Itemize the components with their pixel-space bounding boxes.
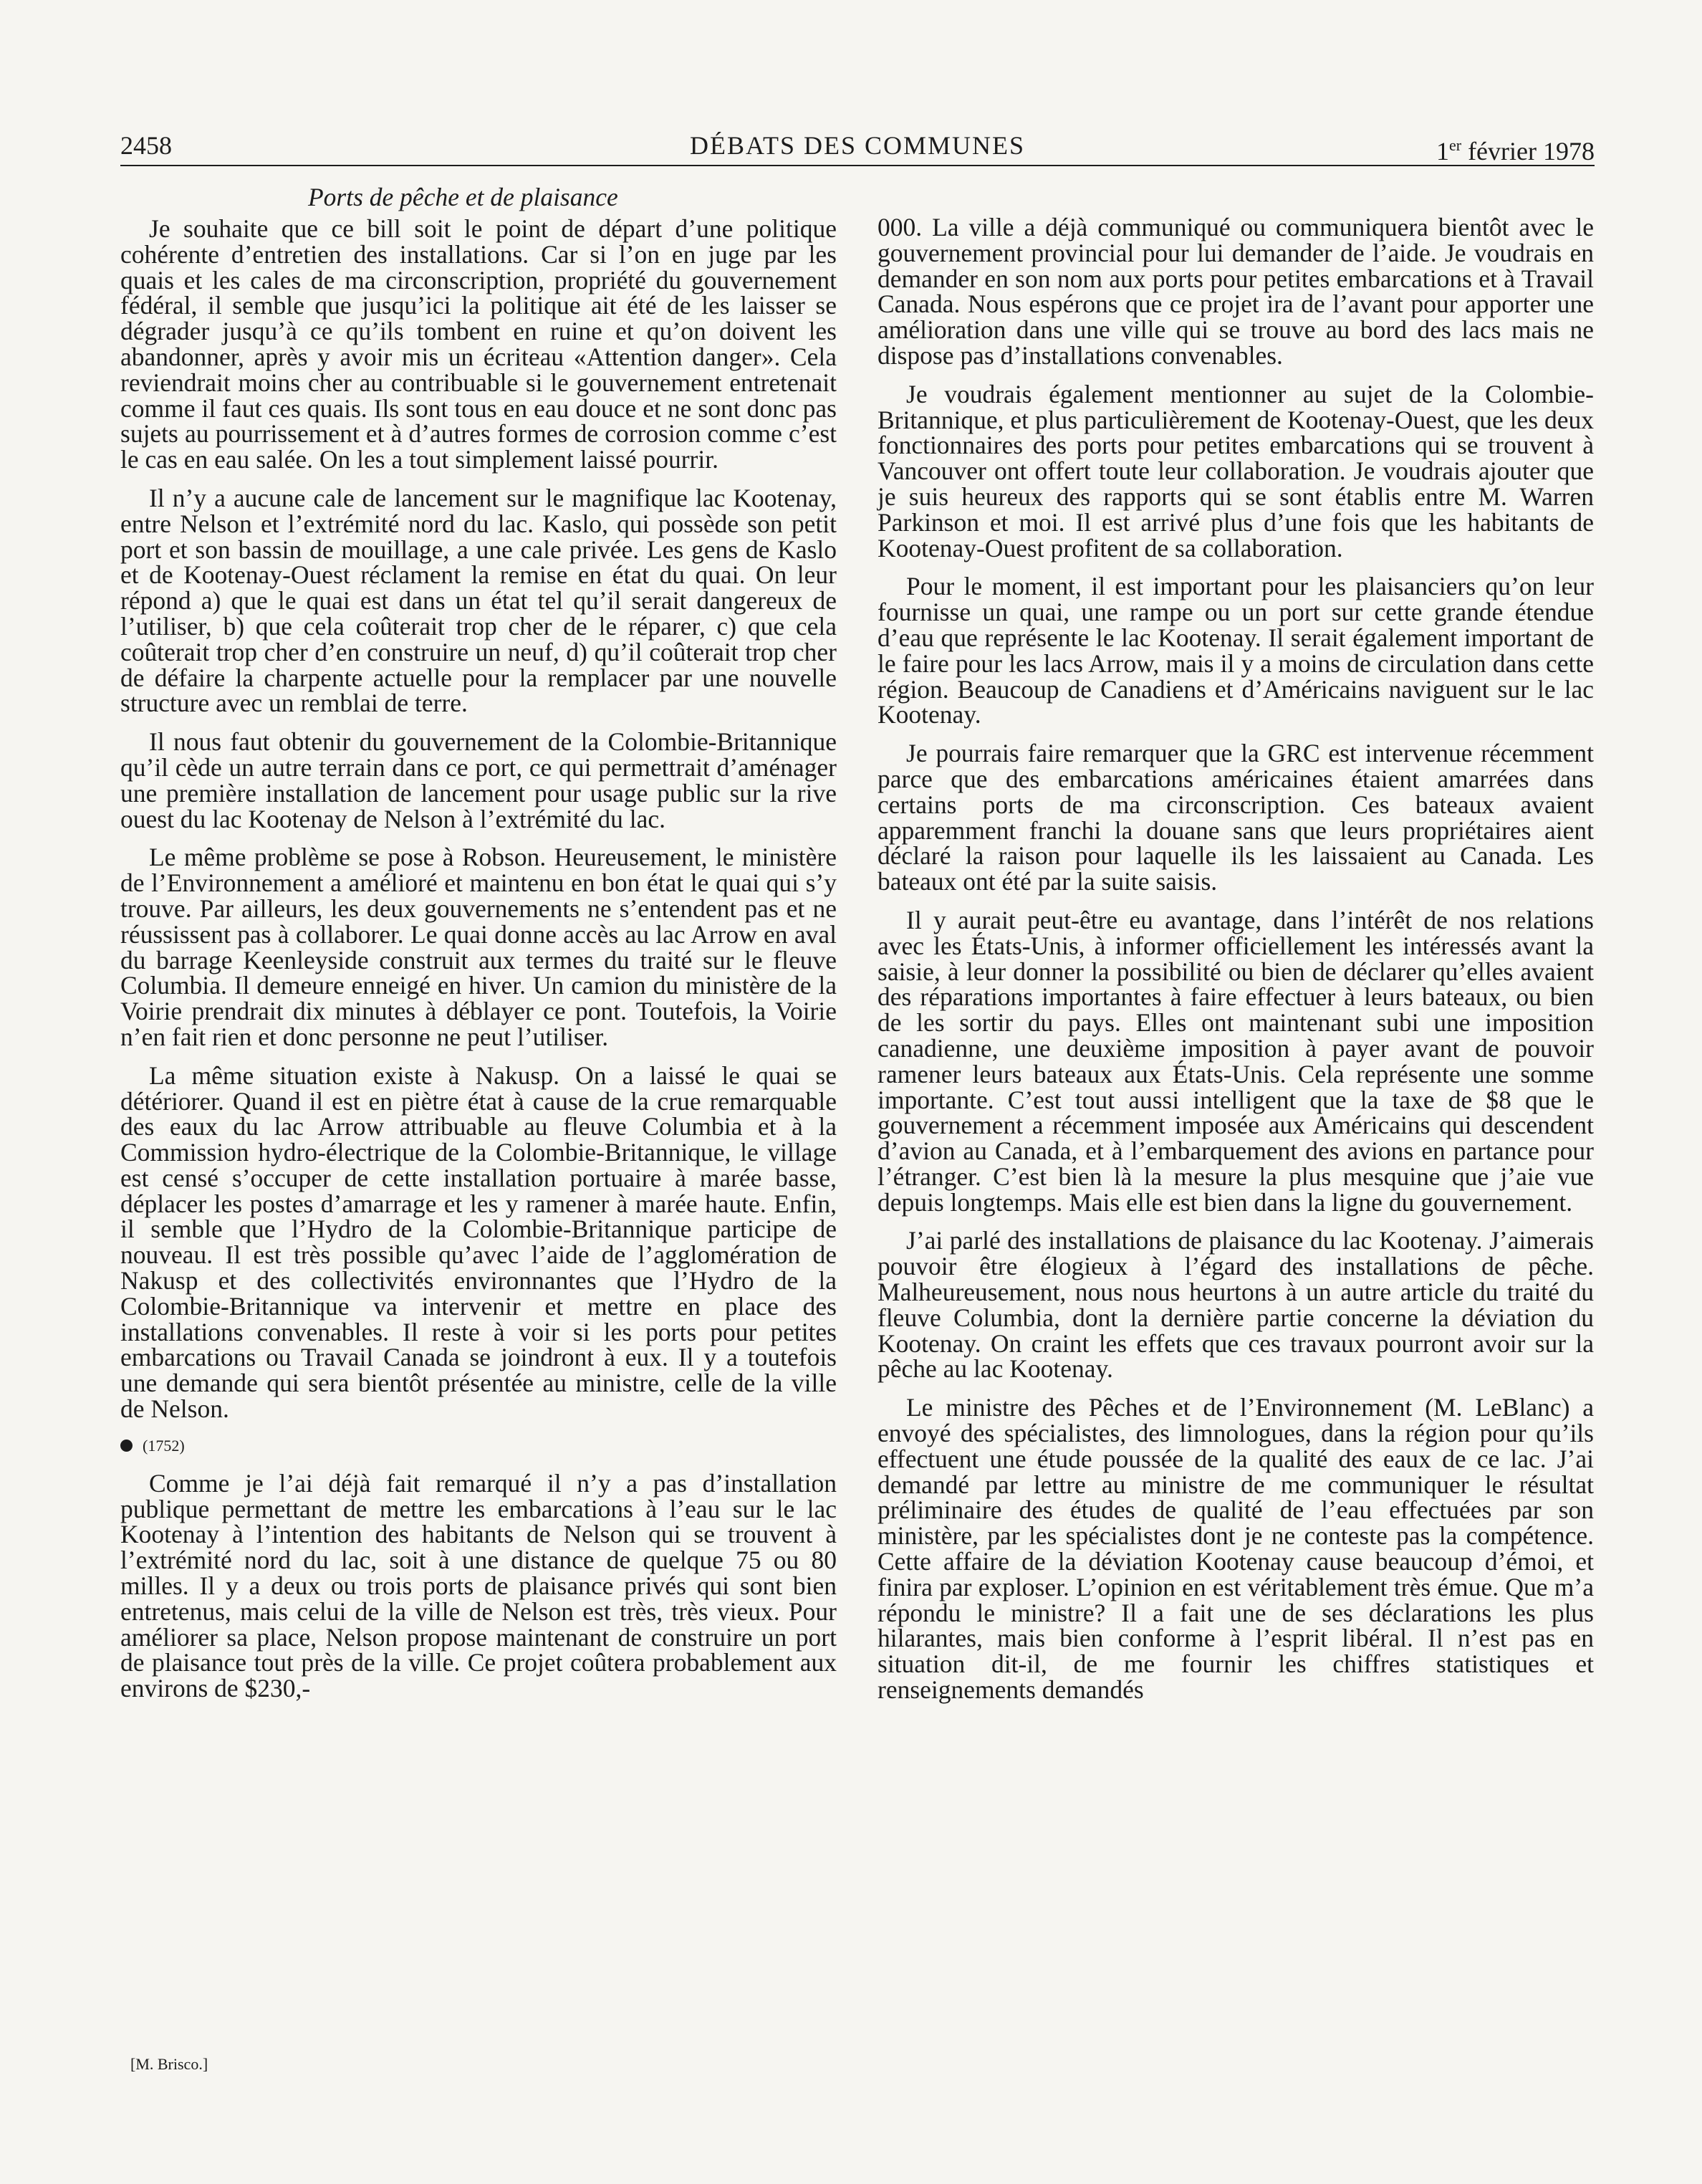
paragraph: Le même problème se pose à Robson. Heureusement, le ministère de l’Environnement a amélioré et maintenu en bon état le quai qui s’y trouve. Par ailleurs, les deux gouvernements ne s’entendent pas et ne réussissent pas à collaborer. Le quai donne accès au lac Arrow en aval du barrage Keenleyside construit aux termes du traité sur le fleuve Columbia. Il demeure enneigé en hiver. Un camion du ministère de la Voirie prendrait dix minutes à déblayer ce pont. Toutefois, la Voirie n’en fait rien et donc personne ne peut l’utiliser. bbox=[120, 843, 837, 1051]
page-header bbox=[120, 126, 1595, 166]
section-title: Ports de pêche et de plaisance bbox=[308, 183, 618, 211]
paragraph: Il n’y a aucune cale de lancement sur le magnifique lac Kootenay, entre Nelson et l’extrémité nord du lac. Kaslo, qui possède son petit port et son bassin de mouillage, a une cale privée. Les gens de Kaslo et de Kootenay-Ouest réclament la remise en état du quai. On leur répond a) que le quai est dans un état tel qu’il serait dangereux de l’utiliser, b) que cela coûterait trop cher de le réparer, c) que cela coûterait trop cher d’en construire un neuf, d) qu’il coûterait trop cher de défaire la charpente actuelle pour la remplacer par une nouvelle structure avec un remblai de terre. bbox=[120, 483, 837, 718]
publication-date bbox=[1436, 126, 1595, 171]
right-column bbox=[878, 215, 1594, 1716]
paragraph-continued: 000. La ville a déjà communiqué ou communiquera bientôt avec le gouvernement provincial pour lui demander de l’aide. Je voudrais en demander en son nom aux ports pour petites embarcations et à Travail Canada. Nous espérons que ce projet ira de l’avant pour apporter une amélioration dans une ville qui se trouve au bord des lacs mais ne dispose pas d’installations convenables. bbox=[878, 213, 1594, 370]
date-superscript: er bbox=[1448, 136, 1462, 154]
paragraph: La même situation existe à Nakusp. On a laissé le quai se détériorer. Quand il est en piètre état à cause de la crue remarquable des eaux du lac Arrow attribuable au fleuve Columbia et à la Commission hydro-électrique de la Colombie-Britannique, le village est censé s’occuper de cette installation portuaire à marée basse, déplacer les postes d’amarrage et les y ramener à marée haute. Enfin, il semble que l’Hydro de la Colombie-Britannique participe de nouveau. Il est très possible qu’avec l’aide de l’agglomération de Nakusp et des collectivités environnantes que l’Hydro de la Colombie-Britannique va intervenir et mettre en place des installations convenables. Il reste à voir si les ports pour petites embarcations ou Travail Canada se joindront à eux. Il y a toutefois une demande qui sera bientôt présentée au ministre, celle de la ville de Nelson. bbox=[120, 1060, 837, 1424]
paragraph: Je souhaite que ce bill soit le point de départ d’une politique cohérente d’entretien des installations. Car si l’on en juge par les quais et les cales de ma circonscription, propriété du gouvernement fédéral, il semble que jusqu’ici la politique ait été de les laisser se dégrader jusqu’à ce qu’ils tombent en ruine et qu’on doivent les abandonner, après y avoir mis un écriteau «Attention danger». Cela reviendrait moins cher au contribuable si le gouvernement entretenait comme il faut ces quais. Ils sont tous en eau douce et ne sont donc pas sujets au pourrissement et à d’autres formes de corrosion comme c’est le cas en eau salée. On les a tout simplement laissé pourrir. bbox=[120, 214, 837, 474]
date-rest: février 1978 bbox=[1461, 137, 1595, 166]
left-column bbox=[120, 179, 837, 1715]
paragraph: Il nous faut obtenir du gouvernement de la Colombie-Britannique qu’il cède un autre terrain dans ce port, ce qui permettrait d’aménager une première installation de lancement pour usage public sur la rive ouest du lac Kootenay de Nelson à l’extrémité du lac. bbox=[120, 727, 837, 833]
time-marker-text: (1752) bbox=[143, 1436, 185, 1455]
page-number: 2458 bbox=[120, 131, 172, 160]
bullet-dot-icon bbox=[120, 1440, 133, 1452]
speaker-attribution: [M. Brisco.] bbox=[130, 2055, 208, 2073]
paragraph: Le ministre des Pêches et de l’Environnement (M. LeBlanc) a envoyé des spécialistes, des limnologues, dans la région pour qu’ils effectuent une étude poussée de la qualité des eaux de ce lac. J’ai demandé par lettre au ministre de me communiquer le résultat préliminaire des études de qualité de l’eau effectuées par son ministère, par les spécialistes dont je ne conteste pas la compétence. Cette affaire de la déviation Kootenay cause beaucoup d’émoi, et finira par exploser. L’opinion en est véritablement très émue. Que m’a répondu le ministre? Il a fait une de ses déclarations les plus hilarantes, mais bien conforme à l’esprit libéral. Il n’est pas en situation dit-il, de me fournir les chiffres statistiques et renseignements demandés bbox=[878, 1393, 1594, 1705]
paragraph: J’ai parlé des installations de plaisance du lac Kootenay. J’aimerais pouvoir être élogieux à l’égard des installations de pêche. Malheureusement, nous nous heurtons à un autre article du traité du fleuve Columbia, dont la dernière partie concerne la déviation du Kootenay. On craint les effets que ces travaux pourront avoir sur la pêche au lac Kootenay. bbox=[878, 1226, 1594, 1384]
paragraph: Comme je l’ai déjà fait remarqué il n’y a pas d’installation publique permettant de mettre les embarcations à l’eau sur le lac Kootenay à l’intention des habitants de Nelson qui se trouvent à l’extrémité nord du lac, soit à une distance de quelque 75 ou 80 milles. Il y a deux ou trois ports de plaisance privés qui sont bien entretenus, mais celui de la ville de Nelson est très, très vieux. Pour améliorer sa place, Nelson propose maintenant de construire un port de plaisance tout près de la ville. Ce projet coûtera probablement aux environs de $230,- bbox=[120, 1468, 837, 1703]
publication-title: DÉBATS DES COMMUNES bbox=[689, 131, 1026, 160]
paragraph: Pour le moment, il est important pour les plaisanciers qu’on leur fournisse un quai, une rampe ou un port sur cette grande étendue d’eau que représente le lac Kootenay. Il serait également important de le faire pour les lacs Arrow, mais il y a moins de circulation dans cette région. Beaucoup de Canadiens et d’Américains naviguent sur le lac Kootenay. bbox=[878, 572, 1594, 729]
paragraph: Je pourrais faire remarquer que la GRC est intervenue récemment parce que des embarcations américaines étaient amarrées dans certains ports de ma circonscription. Ces bateaux avaient apparemment franchi la douane sans que leurs propriétaires aient déclaré la raison pour laquelle ils les laissaient au Canada. Les bateaux ont été par la suite saisis. bbox=[878, 739, 1594, 896]
date-day: 1 bbox=[1436, 137, 1449, 166]
paragraph: Je voudrais également mentionner au sujet de la Colombie-Britannique, et plus particulièrement de Kootenay-Ouest, que les deux fonctionnaires des ports pour petites embarcations qui se trouvent à Vancouver ont offert toute leur collaboration. Je voudrais ajouter que je suis heureux des rapports qui se sont établis entre M. Warren Parkinson et moi. Il est arrivé plus d’une fois que les habitants de Kootenay-Ouest profitent de sa collaboration. bbox=[878, 379, 1594, 562]
time-marker bbox=[120, 1435, 837, 1457]
paragraph: Il y aurait peut-être eu avantage, dans l’intérêt de nos relations avec les États-Unis, à informer officiellement les intéressés avant la saisie, à leur donner la possibilité ou bien de déclarer qu’elles avaient des réparations importantes à faire effectuer à leurs bateaux, ou bien de les sortir du pays. Elles ont maintenant subi une imposition canadienne, une deuxième imposition à payer avant de pouvoir ramener leurs bateaux aux États-Unis. Cela représente une somme importante. C’est tout aussi intelligent que la taxe de $8 que le gouvernement a récemment imposée aux Américains qui descendent d’avion au Canada, et à l’embarquement des avions en partance pour l’étranger. C’est bien là la mesure la plus mesquine que j’aie vue depuis longtemps. Mais elle est bien dans la ligne du gouvernement. bbox=[878, 905, 1594, 1217]
